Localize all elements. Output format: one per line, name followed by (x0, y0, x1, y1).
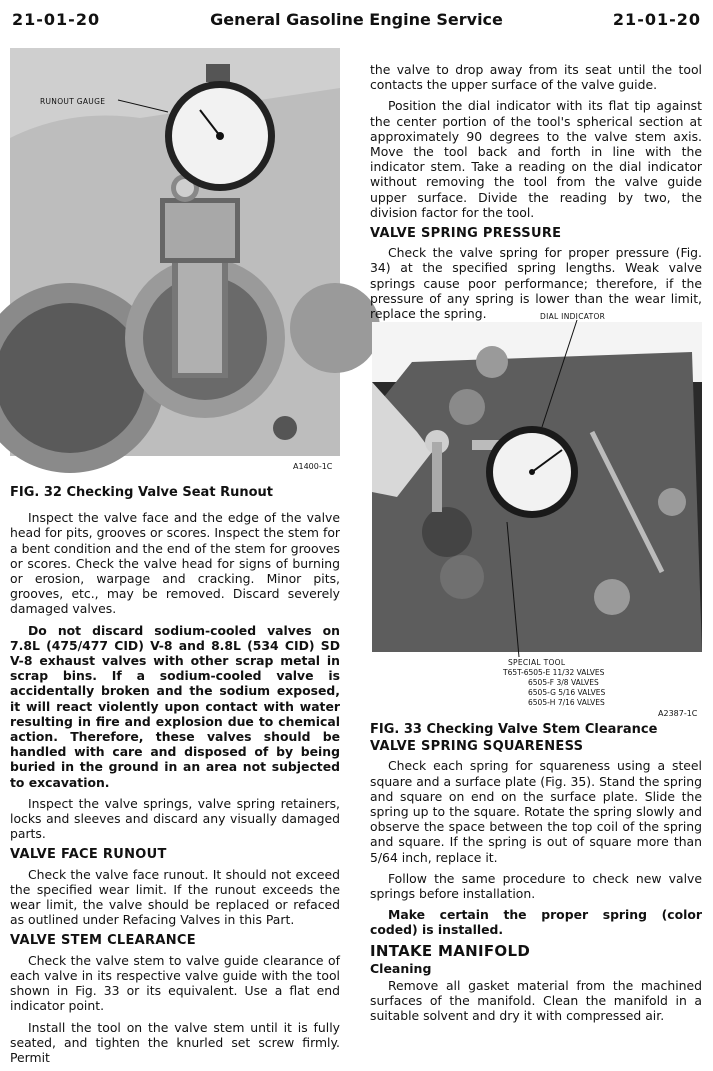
paragraph-install-tool: Install the tool on the valve stem until it is fully seated, and tighten the knurled set screw firmly. Permit (10, 1019, 340, 1065)
heading-valve-stem-clearance: VALVE STEM CLEARANCE (10, 933, 196, 949)
special-tool-label: SPECIAL TOOL (508, 658, 566, 667)
runout-gauge-label: RUNOUT GAUGE (40, 97, 106, 106)
runout-gauge-illustration (10, 48, 340, 456)
figure-33-photo (372, 322, 702, 652)
paragraph-spring-pressure: Check the valve spring for proper pressure (Fig. 34) at the specified spring lengths. Weak valve springs cause poor performance; therefore, if the pressure of any spring is lower than the wear limit, replace the spring. (370, 245, 702, 322)
paragraph-proper-spring: Make certain the proper spring (color coded) is installed. (370, 907, 702, 938)
figure-33-code: A2387-1C (658, 709, 698, 718)
paragraph-new-springs: Follow the same procedure to check new valve springs before installation. (370, 870, 702, 902)
paragraph-face-runout: Check the valve face runout. It should not exceed the specified wear limit. If the runout exceeds the wear limit, the valve should be replaced or refaced as outlined under Refacing Valves in this Part. (10, 866, 340, 928)
page-header (0, 0, 713, 40)
heading-valve-spring-squareness: VALVE SPRING SQUARENESS (370, 739, 584, 755)
paragraph-stem-clearance: Check the valve stem to valve guide clearance of each valve in its respective valve guide with the tool shown in Fig. 33 or its equivalent. Use a flat end indicator point. (10, 952, 340, 1014)
figure-32-code: A1400-1C (293, 462, 333, 471)
figure-32-caption: FIG. 32 Checking Valve Seat Runout (10, 485, 273, 500)
heading-valve-spring-pressure: VALVE SPRING PRESSURE (370, 226, 562, 242)
right-column-top (370, 62, 702, 327)
figure-33-caption: FIG. 33 Checking Valve Stem Clearance (370, 722, 658, 737)
tool-list-item: 6505-F 3/8 VALVES (528, 678, 599, 687)
left-column (10, 485, 340, 1071)
paragraph-inspect-springs: Inspect the valve springs, valve spring retainers, locks and sleeves and discard any visually damaged parts. (10, 795, 340, 842)
paragraph-spring-squareness: Check each spring for squareness using a steel square and a surface plate (Fig. 35). Stand the spring and square on end on the surface plate. Slide the spring up to the square. Rotate the spring slowly and observe the space between the top coil of the spring and square. If the spring is out of square more than 5/64 inch, replace it. (370, 758, 702, 865)
tool-list-item: 6505-G 5/16 VALVES (528, 688, 606, 697)
paragraph-sodium-warning: Do not discard sodium-cooled valves on 7.8L (475/477 CID) V-8 and 8.8L (534 CID) SD V-8 exhaust valves with other scrap metal in scrap bins. If a sodium-cooled valve is accidentally broken and the sodium exposed, it will react violently upon contact with water resulting in fire and explosion due to chemical action. Therefore, these valves should be handled with care and disposed of by being buried in the ground in an area not subjected to excavation. (10, 622, 340, 790)
heading-cleaning: Cleaning (370, 960, 432, 976)
figure-32-photo (10, 48, 340, 471)
dial-indicator-label: DIAL INDICATOR (540, 312, 606, 321)
heading-valve-face-runout: VALVE FACE RUNOUT (10, 847, 167, 863)
paragraph-inspect-valve: Inspect the valve face and the edge of the valve head for pits, grooves or scores. Inspect the stem for a bent condition and the end of the stem for grooves or scores. Check the valve head for signs of burning or erosion, warpage and cracking. Minor pits, grooves, etc., may be removed. Discard severely damaged valves. (10, 510, 340, 617)
page-number-left: 21-01-20 (12, 10, 101, 29)
page-title: General Gasoline Engine Service (210, 10, 503, 29)
dial-indicator-illustration (372, 322, 702, 652)
paragraph-valve-drop: the valve to drop away from its seat until the tool contacts the upper surface of the valve guide. (370, 62, 702, 93)
tool-list-item: 6505-H 7/16 VALVES (528, 698, 605, 707)
right-column-bottom (370, 722, 702, 1030)
page-number-right: 21-01-20 (612, 10, 701, 29)
tool-list (503, 668, 605, 708)
paragraph-position-dial: Position the dial indicator with its flat tip against the center portion of the tool's spherical section at approximately 90 degrees to the valve stem axis. Move the tool back and forth in line with the indicator stem. Take a reading on the dial indicator without removing the tool from the valve guide upper surface. Divide the reading by two, the division factor for the tool. (370, 98, 702, 220)
heading-intake-manifold: INTAKE MANIFOLD (370, 941, 531, 960)
paragraph-cleaning: Remove all gasket material from the machined surfaces of the manifold. Clean the manifold in a suitable solvent and dry it with compressed air. (370, 978, 702, 1024)
tool-list-item: T65T-6505-E 11/32 VALVES (503, 668, 605, 677)
